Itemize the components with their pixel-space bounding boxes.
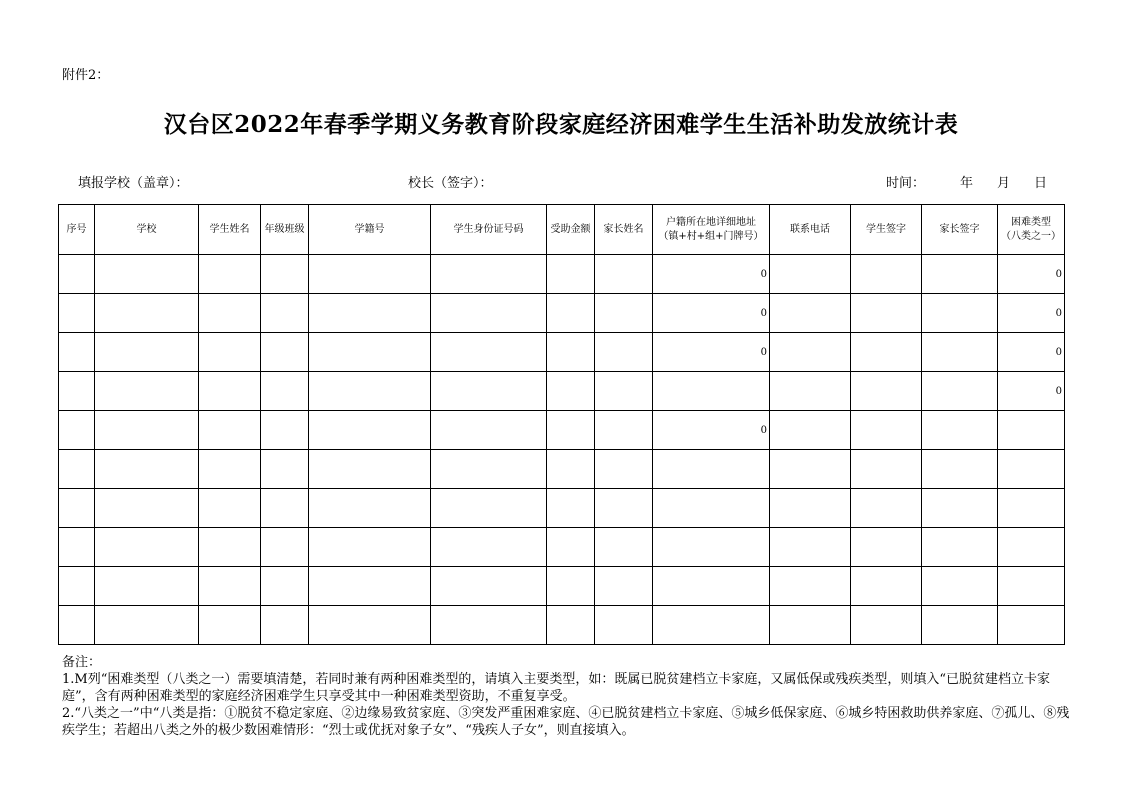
table-cell[interactable] [547,567,595,606]
table-cell[interactable] [547,255,595,294]
header-index: 序号 [59,205,95,255]
table-cell[interactable] [199,528,261,567]
table-cell[interactable] [922,606,998,645]
table-cell[interactable] [851,567,922,606]
table-cell[interactable] [770,567,851,606]
table-cell[interactable] [261,255,309,294]
table-cell[interactable] [998,411,1065,450]
table-cell[interactable] [199,372,261,411]
table-cell[interactable] [199,450,261,489]
table-cell[interactable] [261,294,309,333]
table-cell[interactable] [851,294,922,333]
table-row [59,333,1065,372]
table-cell[interactable] [261,567,309,606]
table-cell[interactable] [309,372,431,411]
header-parent-name: 家长姓名 [595,205,653,255]
table-cell[interactable] [309,333,431,372]
table-cell[interactable] [59,606,95,645]
table-cell[interactable] [431,294,547,333]
table-cell[interactable] [95,294,199,333]
table-cell[interactable] [922,255,998,294]
table-cell[interactable] [95,411,199,450]
table-cell[interactable] [922,411,998,450]
table-cell[interactable] [547,528,595,567]
table-cell[interactable] [59,489,95,528]
table-cell[interactable] [922,450,998,489]
table-cell[interactable] [653,489,770,528]
table-row [59,606,1065,645]
table-cell[interactable] [595,372,653,411]
table-cell[interactable] [770,255,851,294]
table-cell[interactable] [998,567,1065,606]
table-cell[interactable] [595,294,653,333]
table-row [59,372,1065,411]
header-id-number: 学生身份证号码 [431,205,547,255]
table-cell[interactable] [309,606,431,645]
table-cell[interactable] [547,411,595,450]
table-cell[interactable] [595,411,653,450]
table-cell[interactable] [95,528,199,567]
table-cell[interactable] [59,411,95,450]
table-cell[interactable] [95,372,199,411]
table-cell[interactable] [595,528,653,567]
table-cell[interactable] [309,489,431,528]
month-label: 月 [997,176,1011,191]
table-body [59,255,1065,645]
table-cell[interactable] [95,333,199,372]
table-row [59,294,1065,333]
table-cell[interactable] [770,333,851,372]
table-cell[interactable] [309,450,431,489]
table-cell[interactable] [261,528,309,567]
school-field-label: 填报学校（盖章）： [78,176,189,191]
header-difficulty-type: 困难类型 （八类之一） [998,205,1065,255]
attachment-label: 附件2： [62,68,110,83]
table-cell[interactable] [309,528,431,567]
table-cell[interactable] [998,528,1065,567]
table-cell[interactable] [653,372,770,411]
note-1: 1.M列“困难类型（八类之一）需要填清楚，若同时兼有两种困难类型的，请填入主要类型，如：既属已脱贫建档立卡家庭，又属低保或残疾类型，则填入“已脱贫建档立卡家庭”，含有两种困难类型的家庭经济困难学生只享受其中一种困难类型资助，不重复享受。 [62,672,1051,704]
table-cell[interactable] [199,333,261,372]
year-label: 年 [960,176,974,191]
table-cell[interactable] [770,489,851,528]
table-cell[interactable] [59,294,95,333]
table-row [59,255,1065,294]
table-cell[interactable] [653,567,770,606]
table-cell[interactable] [851,489,922,528]
table-cell[interactable]: 0 [998,333,1065,372]
table-cell[interactable] [199,606,261,645]
table-cell[interactable] [653,450,770,489]
table-cell[interactable] [309,411,431,450]
table-cell[interactable] [431,372,547,411]
table-cell[interactable] [309,255,431,294]
table-cell[interactable] [595,333,653,372]
table-cell[interactable] [653,528,770,567]
table-cell[interactable] [851,528,922,567]
table-cell[interactable] [547,372,595,411]
table-cell[interactable] [922,567,998,606]
table-cell[interactable] [547,333,595,372]
table-row [59,489,1065,528]
table-cell[interactable] [922,333,998,372]
table-cell[interactable] [851,450,922,489]
table-cell[interactable]: 0 [998,255,1065,294]
table-cell[interactable] [95,567,199,606]
header-grade-class: 年级班级 [261,205,309,255]
table-cell[interactable] [595,450,653,489]
header-amount: 受助金额 [547,205,595,255]
time-field-label: 时间： [886,176,926,191]
table-cell[interactable] [199,567,261,606]
table-cell[interactable] [922,294,998,333]
table-header-row [59,205,1065,255]
header-student-signature: 学生签字 [851,205,922,255]
table-cell[interactable] [431,333,547,372]
table-cell[interactable] [261,489,309,528]
table-cell[interactable] [998,606,1065,645]
table-cell[interactable]: 0 [653,294,770,333]
table-cell[interactable] [199,489,261,528]
notes-label: 备注： [62,655,102,670]
table-cell[interactable] [261,372,309,411]
table-cell[interactable] [595,606,653,645]
table-cell[interactable] [595,567,653,606]
table-cell[interactable] [431,450,547,489]
table-row [59,528,1065,567]
table-cell[interactable] [431,606,547,645]
principal-field-label: 校长（签字）： [408,176,493,191]
table-cell[interactable] [59,372,95,411]
table-row [59,411,1065,450]
table-cell[interactable]: 0 [653,333,770,372]
table-cell[interactable] [770,294,851,333]
table-cell[interactable] [998,450,1065,489]
table-cell[interactable] [922,372,998,411]
table-cell[interactable] [309,294,431,333]
header-phone: 联系电话 [770,205,851,255]
table-cell[interactable] [309,567,431,606]
table-cell[interactable] [59,333,95,372]
table-cell[interactable] [595,255,653,294]
header-school: 学校 [95,205,199,255]
table-cell[interactable] [431,255,547,294]
table-cell[interactable] [95,255,199,294]
table-cell[interactable] [851,255,922,294]
header-parent-signature: 家长签字 [922,205,998,255]
table-cell[interactable] [770,450,851,489]
header-student-name: 学生姓名 [199,205,261,255]
header-address: 户籍所在地详细地址 （镇+村+组+门牌号） [653,205,770,255]
table-cell[interactable] [922,528,998,567]
table-cell[interactable] [851,606,922,645]
table-cell[interactable] [547,294,595,333]
table-cell[interactable] [770,528,851,567]
table-cell[interactable] [261,450,309,489]
table-cell[interactable] [199,294,261,333]
table-row [59,567,1065,606]
table-cell[interactable] [770,372,851,411]
table-cell[interactable] [59,255,95,294]
note-2: 2.“八类之一”中“八类是指：①脱贫不稳定家庭、②边缘易致贫家庭、③突发严重困难家庭、④已脱贫建档立卡家庭、⑤城乡低保家庭、⑥城乡特困救助供养家庭、⑦孤儿、⑧残疾学生；若超出八类之外的极少数困难情形：“烈士或优抚对象子女”、“残疾人子女”，则直接填入。 [62,706,1070,738]
table-cell[interactable] [199,411,261,450]
page-title: 汉台区2022年春季学期义务教育阶段家庭经济困难学生生活补助发放统计表 [163,111,959,138]
table-cell[interactable] [851,372,922,411]
table-cell[interactable] [431,411,547,450]
table-cell[interactable] [59,528,95,567]
table-cell[interactable] [547,489,595,528]
header-student-id: 学籍号 [309,205,431,255]
table-cell[interactable] [199,255,261,294]
table-cell[interactable] [95,450,199,489]
table-cell[interactable]: 0 [998,294,1065,333]
table-cell[interactable] [261,333,309,372]
table-cell[interactable] [595,489,653,528]
table-cell[interactable] [431,567,547,606]
table-cell[interactable]: 0 [653,411,770,450]
subsidy-table [58,204,1065,645]
table-cell[interactable]: 0 [998,372,1065,411]
table-cell[interactable]: 0 [653,255,770,294]
day-label: 日 [1034,176,1048,191]
notes-section [62,654,1072,739]
table-cell[interactable] [59,450,95,489]
table-cell[interactable] [431,528,547,567]
table-cell[interactable] [261,411,309,450]
table-cell[interactable] [261,606,309,645]
table-cell[interactable] [998,489,1065,528]
table-cell[interactable] [851,411,922,450]
table-cell[interactable] [547,606,595,645]
table-cell[interactable] [851,333,922,372]
table-cell[interactable] [95,606,199,645]
table-cell[interactable] [653,606,770,645]
table-cell[interactable] [59,567,95,606]
table-cell[interactable] [770,606,851,645]
table-cell[interactable] [547,450,595,489]
table-row [59,450,1065,489]
table-cell[interactable] [922,489,998,528]
table-cell[interactable] [431,489,547,528]
table-cell[interactable] [770,411,851,450]
table-cell[interactable] [95,489,199,528]
